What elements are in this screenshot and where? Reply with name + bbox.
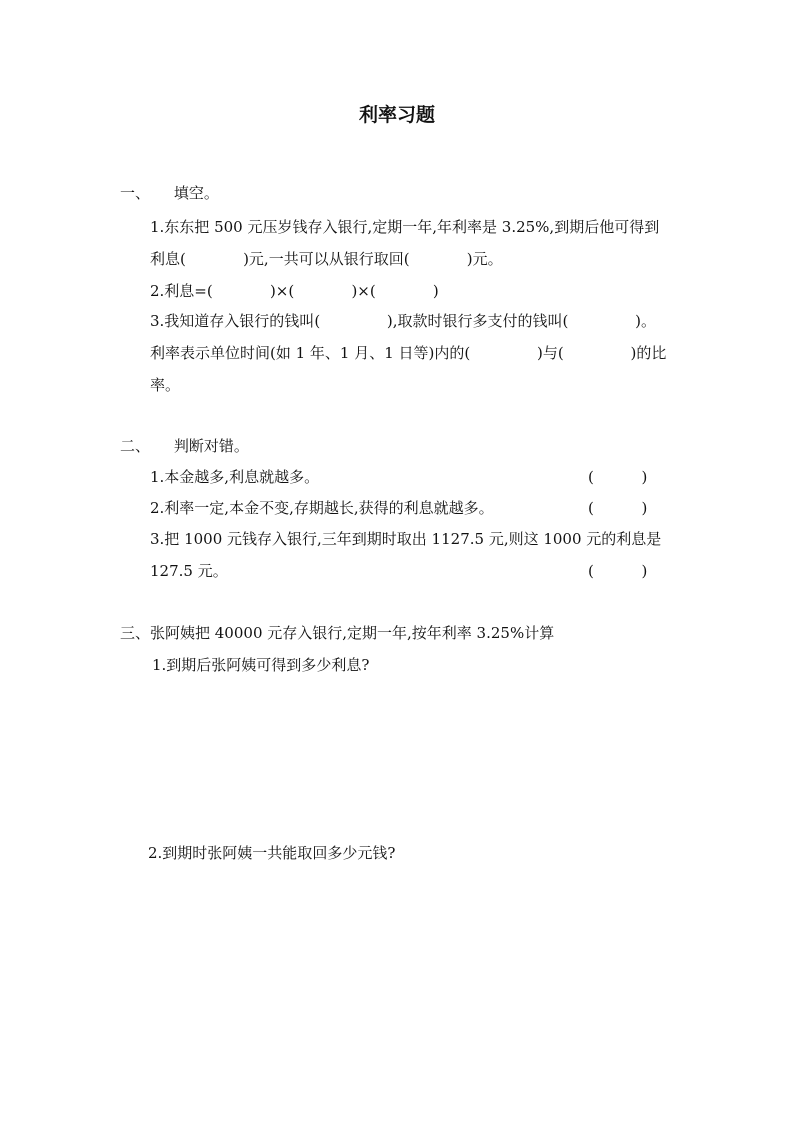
section1-q2: 2.利息=( )×( )×( ): [150, 282, 439, 300]
section1-q1-line1: 1.东东把 500 元压岁钱存入银行,定期一年,年利率是 3.25%,到期后他可得到: [150, 218, 660, 236]
section3-q1: 1.到期后张阿姨可得到多少利息?: [152, 656, 370, 674]
section1-q1-line2: 利息( )元,一共可以从银行取回( )元。: [150, 250, 503, 268]
section2-q2: 2.利率一定,本金不变,存期越长,获得的利息就越多。: [150, 499, 494, 517]
section1-heading: 一、 填空。: [120, 184, 219, 202]
section1-q3-line1: 3.我知道存入银行的钱叫( ),取款时银行多支付的钱叫( )。: [150, 312, 656, 330]
section2-q3-answer-bracket: ( ): [588, 562, 648, 580]
section1-q3-line3: 率。: [150, 376, 181, 394]
section2-q1-answer-bracket: ( ): [588, 468, 648, 486]
section2-heading: 二、 判断对错。: [120, 437, 249, 455]
section2-q2-answer-bracket: ( ): [588, 499, 648, 517]
section3-heading: 三、张阿姨把 40000 元存入银行,定期一年,按年利率 3.25%计算: [120, 624, 555, 642]
page-title: 利率习题: [358, 104, 435, 126]
section3-q2: 2.到期时张阿姨一共能取回多少元钱?: [148, 844, 396, 862]
section2-q3-line1: 3.把 1000 元钱存入银行,三年到期时取出 1127.5 元,则这 1000 元的利息是: [150, 530, 662, 548]
section2-q3-line2: 127.5 元。: [150, 562, 228, 580]
section1-q3-line2: 利率表示单位时间(如 1 年、1 月、1 日等)内的( )与( )的比: [150, 344, 667, 362]
section2-q1: 1.本金越多,利息就越多。: [150, 468, 320, 486]
